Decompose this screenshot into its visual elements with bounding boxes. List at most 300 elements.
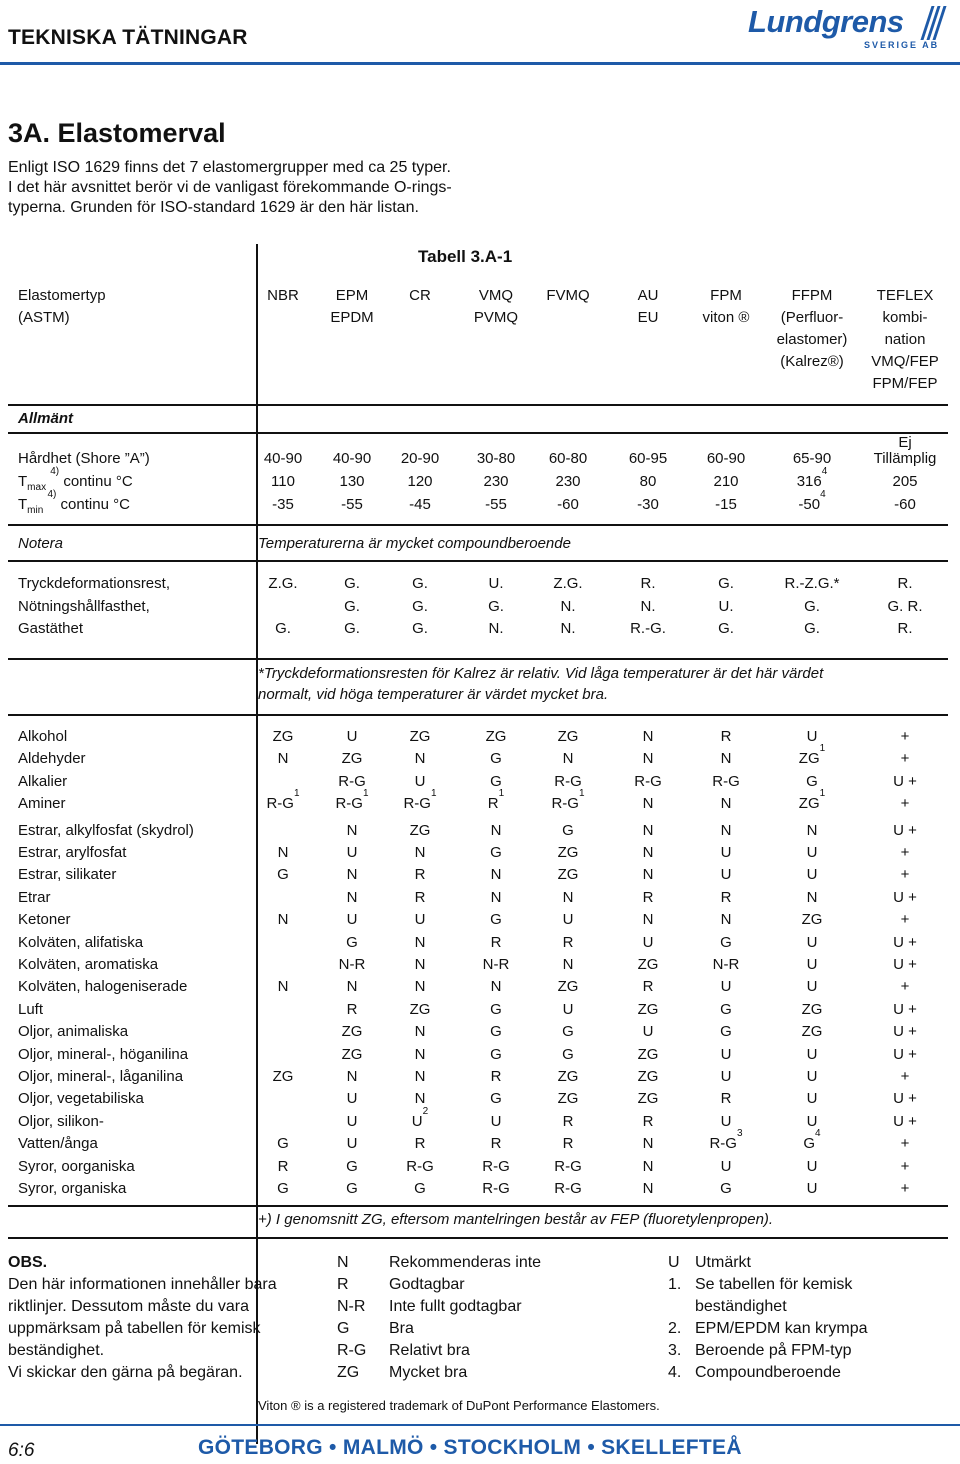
chem-cell: G xyxy=(490,911,502,929)
table-rule xyxy=(8,432,948,434)
chem-cell: U xyxy=(720,978,732,996)
chem-cell: N xyxy=(720,750,732,768)
legend-text: Relativt bra xyxy=(389,1342,470,1359)
mech-cell: N. xyxy=(560,597,576,615)
chem-cell: $U^2$ xyxy=(411,1105,429,1130)
legend-text: Rekommenderas inte xyxy=(389,1254,542,1271)
chem-row-label: Syror, organiska xyxy=(18,1180,127,1197)
obs-line: uppmärksam på tabellen för kemisk xyxy=(8,1320,261,1337)
chem-cell: N xyxy=(490,978,502,996)
chem-cell: ZG xyxy=(485,728,507,745)
chem-cell: ZG xyxy=(557,844,579,861)
column-header: VMQ xyxy=(478,287,514,304)
chem-cell: N xyxy=(490,866,502,884)
chem-cell: N xyxy=(414,844,426,861)
footer-rule xyxy=(0,1424,960,1426)
chem-cell: U xyxy=(720,1045,732,1063)
chem-cell: + xyxy=(900,795,910,813)
column-header: kombi- xyxy=(882,309,928,326)
chem-cell: R-G xyxy=(482,1157,510,1175)
chem-cell: ZG xyxy=(801,911,823,929)
chem-cell: R xyxy=(720,888,732,906)
column-header: (Kalrez®) xyxy=(780,353,844,370)
table-rule xyxy=(8,1237,948,1239)
chem-cell: U xyxy=(806,956,818,973)
hardness-cell: 20-90 xyxy=(400,450,440,467)
hardness-cell: Ej xyxy=(898,434,912,451)
tmin-cell: -30 xyxy=(637,496,659,513)
table-caption: Tabell 3.A-1 xyxy=(418,247,513,266)
hardness-cell: 40-90 xyxy=(263,450,303,467)
chem-cell: N xyxy=(642,795,654,813)
hardness-label: Hårdhet (Shore ”A”) xyxy=(18,450,150,467)
legend-code: 1. xyxy=(668,1276,682,1293)
notes-text: Temperaturerna är mycket compoundberoende xyxy=(258,535,571,552)
chem-cell: $R-G^1$ xyxy=(403,788,437,813)
chem-cell: G xyxy=(346,1157,358,1175)
chem-cell: N xyxy=(720,821,732,839)
chem-cell: R xyxy=(720,728,732,745)
chem-row-label: Oljor, mineral-, höganilina xyxy=(18,1045,189,1063)
chem-row-label: Oljor, mineral-, låganilina xyxy=(18,1068,184,1085)
group-label-general: Allmänt xyxy=(18,410,74,427)
chem-cell: N xyxy=(642,1180,654,1197)
chem-cell: + xyxy=(900,1180,910,1197)
mech-cell: U. xyxy=(718,597,734,615)
chem-cell: R xyxy=(562,1135,574,1153)
chem-cell: ZG xyxy=(341,750,363,768)
tmax-cell: $316^4$ xyxy=(796,466,828,490)
chem-cell: N xyxy=(562,888,574,906)
chem-cell: N xyxy=(346,978,358,996)
chem-cell: ZG xyxy=(557,866,579,884)
kalrez-footnote: *Tryckdeformationsresten för Kalrez är relativ. Vid låga temperaturer är det här värdet xyxy=(258,665,824,682)
row-header-label: Elastomertyp xyxy=(18,287,106,304)
chem-cell: U + xyxy=(893,1023,917,1041)
chem-cell: U xyxy=(806,1157,818,1175)
mech-cell: R. xyxy=(897,575,913,592)
chem-cell: ZG xyxy=(637,956,659,973)
tmax-cell: 130 xyxy=(339,473,365,490)
chem-cell: N xyxy=(642,866,654,884)
tmin-cell: -15 xyxy=(715,496,737,513)
mech-cell: G. xyxy=(804,597,820,615)
chem-cell: $ZG^1$ xyxy=(798,743,826,768)
tmin-label: $T_{min}$ $^{4)}$ continu °C xyxy=(18,489,130,516)
tmax-cell: 230 xyxy=(483,473,509,490)
column-header: NBR xyxy=(267,287,299,304)
mech-cell: G. xyxy=(344,620,360,637)
chem-cell: R xyxy=(277,1157,289,1175)
column-header: FPM/FEP xyxy=(872,375,938,392)
chem-cell: R-G xyxy=(634,772,662,790)
chem-cell: R-G xyxy=(554,1180,582,1197)
chem-row-label: Ketoner xyxy=(18,911,71,929)
chem-cell: U xyxy=(720,1157,732,1175)
chem-row-label: Oljor, animaliska xyxy=(18,1023,129,1041)
chem-cell: N xyxy=(490,821,502,839)
chem-cell: U xyxy=(806,933,818,951)
chem-cell: G xyxy=(720,1180,732,1197)
chem-cell: $R-G^1$ xyxy=(551,788,585,813)
chem-cell: U xyxy=(806,1090,818,1108)
hardness-cell: 60-80 xyxy=(548,450,588,467)
legend-text: Utmärkt xyxy=(695,1254,751,1271)
chem-cell: N xyxy=(720,795,732,813)
column-header: PVMQ xyxy=(473,309,519,326)
chem-cell: ZG xyxy=(272,728,294,745)
table-rule xyxy=(8,404,948,406)
tmin-cell: $-50^4$ xyxy=(798,489,826,513)
chem-cell: G xyxy=(346,1180,358,1197)
chem-cell: U xyxy=(346,728,358,745)
section-intro xyxy=(8,158,528,218)
chem-row-label: Vatten/ånga xyxy=(18,1135,98,1153)
chem-cell: ZG xyxy=(557,728,579,745)
chem-cell: U xyxy=(720,1068,732,1085)
mech-cell: N. xyxy=(640,597,656,615)
section-title: 3A. Elastomerval xyxy=(8,118,226,148)
chem-cell: $ZG^1$ xyxy=(798,788,826,813)
chem-cell: R xyxy=(490,1068,502,1085)
mech-cell: R. xyxy=(897,620,913,637)
chem-cell: N xyxy=(414,978,426,996)
intro-line: I det här avsnittet berör vi de vanligast förekommande O-rings- xyxy=(8,179,452,196)
chem-cell: N xyxy=(414,1090,426,1108)
chem-cell: R-G xyxy=(712,772,740,790)
table-rule xyxy=(8,524,948,526)
obs-line: Den här informationen innehåller bara xyxy=(8,1276,277,1293)
legend-code: N xyxy=(337,1254,349,1271)
chem-cell: N xyxy=(277,844,289,861)
chem-cell: $G^4$ xyxy=(803,1128,821,1153)
chem-cell: R-G xyxy=(554,772,582,790)
chem-cell: ZG xyxy=(272,1068,294,1085)
tmax-cell: 110 xyxy=(271,473,295,490)
column-header: nation xyxy=(884,331,926,348)
notes-label: Notera xyxy=(18,535,64,552)
chem-cell: U xyxy=(346,1112,358,1130)
column-header: elastomer) xyxy=(776,331,848,348)
chem-cell: U xyxy=(346,1090,358,1108)
chem-cell: R xyxy=(490,1135,502,1153)
mech-cell: U. xyxy=(488,575,504,592)
mech-cell: G. xyxy=(344,597,360,615)
chem-cell: N xyxy=(642,911,654,929)
footer-cities: GÖTEBORG • MALMÖ • STOCKHOLM • SKELLEFTEÅ xyxy=(198,1436,742,1459)
obs-line: Vi skickar den gärna på begäran. xyxy=(8,1364,243,1381)
tmin-cell: -55 xyxy=(485,496,507,513)
legend-text: EPM/EPDM kan krympa xyxy=(695,1320,868,1337)
chem-cell: ZG xyxy=(637,1090,659,1108)
chem-cell: N xyxy=(562,956,574,973)
chem-cell: G xyxy=(562,821,574,839)
chem-cell: R-G xyxy=(554,1157,582,1175)
legend-code: ZG xyxy=(337,1364,360,1381)
chem-row-label: Aminer xyxy=(18,795,66,813)
chem-cell: N xyxy=(642,844,654,861)
chem-row-label: Estrar, silikater xyxy=(18,866,117,884)
chem-cell: U xyxy=(490,1112,502,1130)
logo-text: Lundgrens xyxy=(748,4,904,39)
chem-cell: U xyxy=(806,1180,818,1197)
chem-cell: U xyxy=(562,1000,574,1018)
chem-cell: R xyxy=(642,1112,654,1130)
chem-cell: U xyxy=(720,866,732,884)
chem-cell: N xyxy=(642,750,654,768)
chem-cell: R xyxy=(490,933,502,951)
tmin-cell: -45 xyxy=(409,496,431,513)
chem-cell: R xyxy=(414,888,426,906)
chem-cell: U xyxy=(806,1112,818,1130)
chem-cell: U + xyxy=(893,933,917,951)
chem-cell: U + xyxy=(893,888,917,906)
obs-title: OBS. xyxy=(8,1254,48,1271)
row-header-label: (ASTM) xyxy=(18,309,70,326)
chem-cell: N xyxy=(277,911,289,929)
column-header: viton ® xyxy=(702,309,750,326)
legend-text: beständighet xyxy=(695,1298,787,1315)
chem-cell: G xyxy=(490,772,502,790)
logo-bars-icon xyxy=(924,6,946,40)
tmin-cell: -35 xyxy=(272,496,294,513)
tmax-cell: 120 xyxy=(407,473,433,490)
chem-row-label: Luft xyxy=(18,1000,44,1018)
column-header: EU xyxy=(637,309,659,326)
column-header: EPDM xyxy=(330,309,374,326)
tmax-cell: 210 xyxy=(713,473,739,490)
chem-cell: N xyxy=(414,1068,426,1085)
obs-line: beständighet. xyxy=(8,1342,105,1359)
plus-footnote: +) I genomsnitt ZG, eftersom mantelringen består av FEP (fluoretylenpropen). xyxy=(258,1211,774,1228)
hardness-cell: 65-90 xyxy=(792,450,832,467)
chem-cell: U xyxy=(806,866,818,884)
chem-cell: + xyxy=(900,750,910,768)
hardness-cell: 40-90 xyxy=(332,450,372,467)
kalrez-footnote: normalt, vid höga temperaturer är värdet mycket bra. xyxy=(258,686,609,703)
chem-cell: ZG xyxy=(341,1023,363,1041)
chem-cell: U xyxy=(642,1023,654,1041)
viton-trademark-note: Viton ® is a registered trademark of DuPont Performance Elastomers. xyxy=(258,1398,660,1413)
table-rule xyxy=(8,1205,948,1207)
table-rule xyxy=(8,714,948,716)
chem-cell: U xyxy=(806,1068,818,1085)
chem-row-label: Alkalier xyxy=(18,772,68,790)
column-header: VMQ/FEP xyxy=(871,353,939,370)
legend-text: Beroende på FPM-typ xyxy=(695,1342,852,1359)
chem-cell: U xyxy=(720,1112,732,1130)
chem-cell: ZG xyxy=(801,1000,823,1018)
chem-cell: G xyxy=(277,1135,289,1153)
chem-cell: R-G xyxy=(406,1157,434,1175)
chem-cell: N xyxy=(414,750,426,768)
chem-row-label: Alkohol xyxy=(18,728,68,745)
chem-cell: G xyxy=(720,1000,732,1018)
chem-cell: N xyxy=(414,933,426,951)
chem-cell: N xyxy=(414,1023,426,1041)
legend-text: Mycket bra xyxy=(389,1364,468,1381)
chem-cell: N xyxy=(346,1068,358,1085)
chem-cell: $R-G^1$ xyxy=(335,788,369,813)
chem-row-label: Oljor, vegetabiliska xyxy=(18,1090,144,1108)
chem-cell: U xyxy=(806,728,818,745)
table-rule xyxy=(8,658,948,660)
chem-cell: N xyxy=(277,750,289,768)
chem-row-label: Kolväten, halogeniserade xyxy=(18,978,188,996)
mech-cell: G. xyxy=(275,620,291,637)
intro-line: Enligt ISO 1629 finns det 7 elastomergrupper med ca 25 typer. xyxy=(8,159,451,176)
mech-cell: G. xyxy=(718,575,734,592)
tmax-cell: 205 xyxy=(892,473,918,490)
chem-cell: G xyxy=(490,1045,502,1063)
chem-cell: N xyxy=(414,956,426,973)
chem-cell: G xyxy=(277,866,289,884)
legend-code: 2. xyxy=(668,1320,682,1337)
mech-row-label: Gastäthet xyxy=(18,620,84,637)
chem-cell: + xyxy=(900,978,910,996)
chem-cell: R xyxy=(562,1112,574,1130)
chem-cell: N xyxy=(414,1045,426,1063)
chem-cell: N-R xyxy=(712,956,740,973)
mech-cell: N. xyxy=(488,620,504,637)
legend-code: N-R xyxy=(337,1298,366,1315)
chem-cell: ZG xyxy=(637,1000,659,1018)
chem-cell: + xyxy=(900,1068,910,1085)
chem-row-label: Aldehyder xyxy=(18,750,86,768)
chem-row-label: Kolväten, aromatiska xyxy=(18,956,159,973)
chem-cell: + xyxy=(900,1157,910,1175)
chem-cell: ZG xyxy=(557,1090,579,1108)
column-header: AU xyxy=(637,287,659,304)
chem-cell: $R-G^1$ xyxy=(266,788,300,813)
column-header: TEFLEX xyxy=(876,287,934,304)
legend-code: R xyxy=(337,1276,349,1293)
legend-code: U xyxy=(668,1254,680,1271)
legend-text: Godtagbar xyxy=(389,1276,465,1293)
chem-cell: + xyxy=(900,844,910,861)
chem-cell: + xyxy=(900,911,910,929)
chem-cell: R xyxy=(562,933,574,951)
page-header-title: TEKNISKA TÄTNINGAR xyxy=(8,26,248,49)
chem-cell: N-R xyxy=(338,956,366,973)
mech-cell: G. xyxy=(412,575,428,592)
chem-cell: N xyxy=(346,866,358,884)
tmax-label: $T_{max}$ $^{4)}$ continu °C xyxy=(18,466,133,493)
table-rule xyxy=(8,560,948,562)
chem-cell: ZG xyxy=(409,1000,431,1018)
chem-cell: G xyxy=(490,1023,502,1041)
mech-row-label: Nötningshållfasthet, xyxy=(18,597,150,615)
mech-cell: Z.G. xyxy=(553,575,583,592)
chem-cell: $R-G^3$ xyxy=(709,1128,743,1153)
chem-cell: N xyxy=(277,978,289,996)
chem-cell: ZG xyxy=(637,1045,659,1063)
chem-cell: G xyxy=(806,772,818,790)
chem-cell: U xyxy=(414,911,426,929)
chem-cell: U + xyxy=(893,1112,917,1130)
chem-cell: ZG xyxy=(409,821,431,839)
mech-cell: G. xyxy=(344,575,360,592)
mech-cell: G. xyxy=(412,597,428,615)
legend-text: Compoundberoende xyxy=(695,1364,841,1381)
legend-text: Se tabellen för kemisk xyxy=(695,1276,853,1293)
chem-cell: + xyxy=(900,728,910,745)
column-header: CR xyxy=(409,287,431,304)
lundgrens-logo xyxy=(748,4,946,54)
chem-cell: U + xyxy=(893,1090,917,1108)
mech-cell: G. xyxy=(488,597,504,615)
mech-cell: R. xyxy=(640,575,656,592)
chem-cell: U + xyxy=(893,1000,917,1018)
mech-cell: N. xyxy=(560,620,576,637)
hardness-cell: 30-80 xyxy=(476,450,516,467)
chem-cell: G xyxy=(414,1180,426,1197)
chem-cell: N xyxy=(806,821,818,839)
chem-cell: R-G xyxy=(338,772,366,790)
chem-cell: U + xyxy=(893,821,917,839)
chem-row-label: Syror, oorganiska xyxy=(18,1157,135,1175)
chem-cell: G xyxy=(277,1180,289,1197)
chem-row-label: Etrar xyxy=(18,888,51,906)
legend-code: 3. xyxy=(668,1342,682,1359)
tmin-cell: -55 xyxy=(341,496,363,513)
logo-subtitle: SVERIGE AB xyxy=(864,40,940,50)
chem-cell: N xyxy=(642,1135,654,1153)
column-header: FVMQ xyxy=(546,287,590,304)
legend-code: R-G xyxy=(337,1342,367,1359)
chem-cell: N xyxy=(806,888,818,906)
chem-cell: ZG xyxy=(801,1023,823,1041)
chem-cell: N xyxy=(346,888,358,906)
chem-cell: R xyxy=(642,888,654,906)
chem-row-label: Estrar, alkylfosfat (skydrol) xyxy=(18,821,194,839)
hardness-cell: 60-90 xyxy=(706,450,746,467)
chem-cell: G xyxy=(562,1023,574,1041)
chem-cell: G xyxy=(562,1045,574,1063)
mech-cell: G. R. xyxy=(887,597,923,615)
chem-cell: N xyxy=(642,1157,654,1175)
chem-cell: ZG xyxy=(341,1045,363,1063)
chem-cell: N xyxy=(642,728,654,745)
chem-cell: ZG xyxy=(557,1068,579,1085)
chem-cell: R xyxy=(346,1000,358,1018)
chem-cell: U xyxy=(346,844,358,861)
page-number: 6:6 xyxy=(8,1440,35,1461)
chem-cell: G xyxy=(720,1023,732,1041)
chem-cell: N xyxy=(490,888,502,906)
chem-cell: + xyxy=(900,1135,910,1153)
legend-code: 4. xyxy=(668,1364,682,1381)
chem-cell: U xyxy=(414,772,426,790)
hardness-cell: Tillämplig xyxy=(873,450,937,467)
chem-cell: U + xyxy=(893,956,917,973)
chem-cell: R xyxy=(414,1135,426,1153)
chem-cell: G xyxy=(490,844,502,861)
chem-cell: G xyxy=(490,750,502,768)
mech-cell: G. xyxy=(718,620,734,637)
chem-cell: N xyxy=(642,821,654,839)
tmin-cell: -60 xyxy=(557,496,579,513)
chem-cell: N xyxy=(562,750,574,768)
chem-cell: U xyxy=(346,1135,358,1153)
obs-line: riktlinjer. Dessutom måste du vara xyxy=(8,1298,249,1315)
chem-cell: U + xyxy=(893,1045,917,1063)
tmin-cell: -60 xyxy=(894,496,916,513)
chem-cell: U xyxy=(806,978,818,996)
chem-row-label: Estrar, arylfosfat xyxy=(18,844,127,861)
chem-cell: ZG xyxy=(637,1068,659,1085)
mech-cell: G. xyxy=(412,620,428,637)
